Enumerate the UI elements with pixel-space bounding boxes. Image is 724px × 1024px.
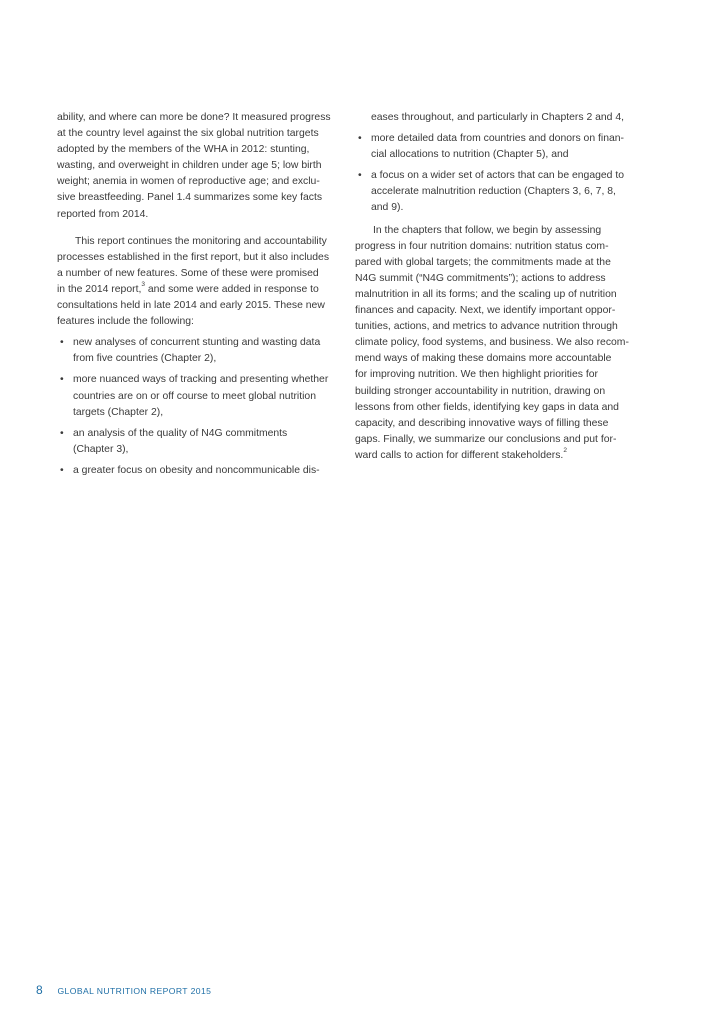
text-line: countries are on or off course to meet global nutrition — [73, 390, 316, 402]
continued-bullet — [355, 110, 637, 126]
text-line: reported from 2014. — [57, 208, 149, 220]
text-line: climate policy, food systems, and business. We also recom- — [355, 337, 629, 349]
text-line: building stronger accountability in nutrition, drawing on — [355, 385, 606, 397]
text-line: ability, and where can more be done? It measured progress — [57, 112, 331, 123]
text-line: targets (Chapter 2), — [73, 406, 164, 418]
text-line: In the chapters that follow, we begin by assessing — [373, 224, 602, 236]
text-line: wasting, and overweight in children under age 5; low birth — [57, 160, 322, 172]
text-line: an analysis of the quality of N4G commitments — [73, 427, 288, 439]
text-line: and 9). — [371, 202, 404, 214]
text-line: consultations held in late 2014 and early 2015. These new — [57, 300, 325, 312]
text-line: sive breastfeeding. Panel 1.4 summarizes some key facts — [57, 192, 323, 204]
bullet-icon: • — [60, 464, 64, 476]
text-line: (Chapter 3), — [73, 443, 129, 455]
list-item — [57, 335, 339, 367]
text-line: a focus on a wider set of actors that can be engaged to — [371, 170, 625, 182]
text-line: new analyses of concurrent stunting and wasting data — [73, 337, 321, 349]
text-line: adopted by the members of the WHA in 2012: stunting, — [57, 144, 310, 156]
text-fragment: in the 2014 report, — [57, 283, 142, 295]
text-line: for improving nutrition. We then highlight priorities for — [355, 369, 598, 381]
bullet-icon: • — [60, 374, 64, 386]
list-item — [355, 131, 637, 163]
features-paragraph — [57, 234, 339, 331]
right-column — [355, 110, 637, 475]
text-line: mend ways of making these domains more accountable — [355, 353, 612, 365]
text-line: pared with global targets; the commitments made at the — [355, 256, 611, 268]
text-line: eases throughout, and particularly in Chapters 2 and 4, — [371, 112, 624, 123]
text-line: gaps. Finally, we summarize our conclusions and put for- — [355, 433, 617, 445]
text-line: malnutrition in all its forms; and the scaling up of nutrition — [355, 288, 617, 300]
text-line: more detailed data from countries and donors on finan- — [371, 133, 624, 145]
text-line: N4G summit (“N4G commitments”); actions to address — [355, 272, 606, 284]
bullet-icon: • — [358, 170, 362, 182]
text-line: a greater focus on obesity and noncommunicable dis- — [73, 464, 320, 476]
text-line — [57, 282, 339, 298]
list-item — [57, 426, 339, 458]
bullet-icon: • — [60, 427, 64, 439]
footnote-ref[interactable]: 3 — [141, 281, 145, 289]
bullet-icon: • — [358, 133, 362, 145]
text-line: cial allocations to nutrition (Chapter 5), and — [371, 149, 569, 161]
text-line: accelerate malnutrition reduction (Chapters 3, 6, 7, 8, — [371, 186, 616, 198]
text-line: finances and capacity. Next, we identify important oppor- — [355, 305, 616, 317]
footnote-ref[interactable]: 2 — [563, 447, 567, 455]
text-line: This report continues the monitoring and accountability — [75, 235, 327, 247]
page-footer — [36, 983, 211, 997]
bullet-icon: • — [60, 337, 64, 349]
report-title: GLOBAL NUTRITION REPORT 2015 — [57, 986, 212, 996]
text-fragment: and some were added in response to — [144, 283, 319, 295]
text-line: from five countries (Chapter 2), — [73, 353, 217, 365]
text-line: a number of new features. Some of these were promised — [57, 267, 319, 279]
feature-list — [57, 335, 339, 479]
text-line: tunities, actions, and metrics to advance nutrition through — [355, 321, 618, 333]
text-line: progress in four nutrition domains: nutrition status com- — [355, 240, 609, 252]
text-fragment: ward calls to action for different stakeholders. — [355, 449, 564, 461]
text-line — [355, 448, 637, 464]
left-column — [57, 110, 339, 484]
list-item — [355, 168, 637, 216]
list-item — [57, 463, 339, 479]
chapters-paragraph — [355, 223, 637, 464]
page-number: 8 — [36, 983, 43, 997]
text-line: capacity, and describing innovative ways of filling these — [355, 417, 609, 429]
text-line: more nuanced ways of tracking and presenting whether — [73, 374, 329, 386]
text-line: at the country level against the six global nutrition targets — [57, 128, 319, 140]
feature-list-continued — [355, 131, 637, 216]
text-line: features include the following: — [57, 316, 194, 328]
intro-paragraph — [57, 110, 339, 223]
list-item — [57, 372, 339, 420]
text-line: weight; anemia in women of reproductive age; and exclu- — [57, 176, 320, 188]
text-line: processes established in the first report, but it also includes — [57, 251, 330, 263]
text-line: lessons from other fields, identifying key gaps in data and — [355, 401, 619, 413]
